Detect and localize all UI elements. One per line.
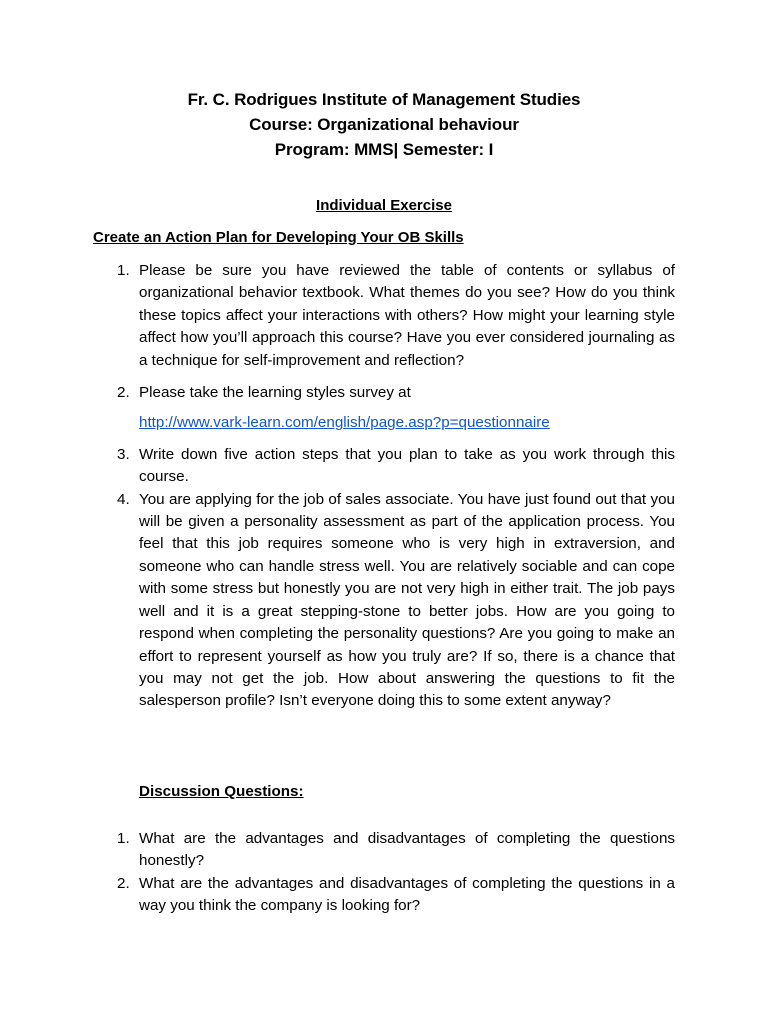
list-item-number: 4.: [117, 490, 130, 508]
discussion-title: Discussion Questions:: [139, 783, 304, 800]
list-item-number: 2.: [117, 384, 130, 402]
exercise-list: [93, 260, 675, 713]
section-title: Individual Exercise: [316, 197, 452, 214]
question-number: 2.: [117, 874, 130, 892]
question-item: [93, 828, 675, 873]
question-text: What are the advantages and disadvantages of completing the questions in a way you think the company is looking for?: [139, 874, 675, 915]
list-item: [93, 444, 675, 489]
survey-link-line: [93, 412, 675, 434]
institute-name: Fr. C. Rodrigues Institute of Management Studies: [187, 90, 581, 109]
list-item-text: Please take the learning styles survey at: [139, 384, 411, 402]
list-item-number: 1.: [117, 262, 130, 279]
program-semester: Program: MMS| Semester: I: [274, 140, 494, 159]
question-number: 1.: [117, 830, 130, 847]
list-item-text: Please be sure you have reviewed the table of contents or syllabus of organizational behavior textbook. What themes do you see? How do you think these topics affect your interactions with others? How might your learning style affect how you’ll approach this course? Have you ever considered journaling as a technique for self-improvement and reflection?: [139, 262, 675, 369]
list-item-number: 3.: [117, 445, 130, 463]
list-item: [93, 382, 675, 404]
course-name: Course: Organizational behaviour: [249, 115, 519, 134]
list-item-text: Write down five action steps that you plan to take as you work through this course.: [139, 445, 675, 486]
exercise-subtitle: Create an Action Plan for Developing Your OB Skills: [93, 229, 464, 246]
survey-link[interactable]: http://www.vark-learn.com/english/page.asp?p=questionnaire: [139, 414, 550, 432]
question-text: What are the advantages and disadvantages of completing the questions honestly?: [139, 830, 675, 870]
document-header: [0, 87, 768, 162]
discussion-list: [93, 828, 675, 918]
question-item: [93, 873, 675, 918]
list-item: [93, 489, 675, 713]
list-item-text: You are applying for the job of sales associate. You have just found out that you will be given a personality assessment as part of the application process. You feel that this job requires someone who is very high in extraversion, and someone who can handle stress well. You are relatively sociable and can cope with some stress but honestly you are not very high in either trait. The job pays well and it is a great stepping-stone to better jobs. How are you going to respond when completing the personality questions? Are you going to make an effort to represent yourself as how you truly are? If so, there is a chance that you may not get the job. How about answering the questions to fit the salesperson profile? Isn’t everyone doing this to some extent anyway?: [139, 490, 675, 710]
list-item: [93, 260, 675, 372]
